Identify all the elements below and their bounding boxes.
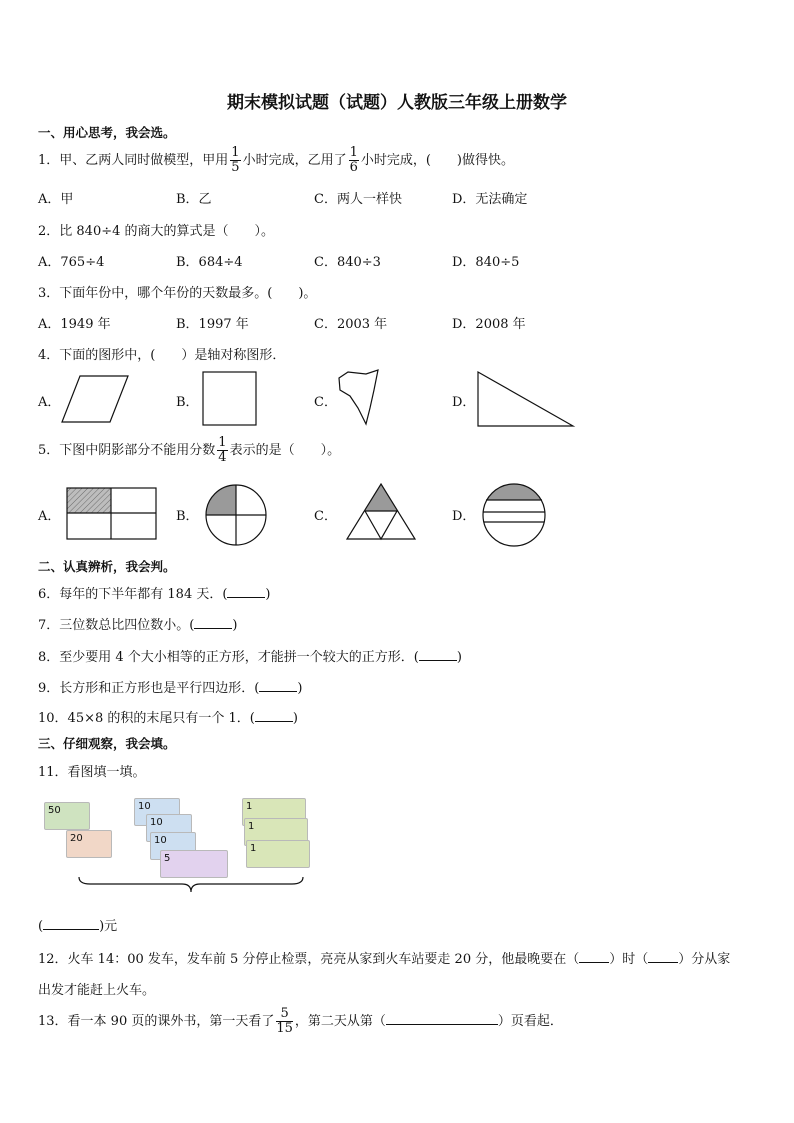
q13-fraction: $\frac{5}{15}$ — [276, 1006, 293, 1036]
q3-option-a[interactable]: A．1949 年 — [38, 317, 111, 332]
question-11: 11．看图填一填。 — [38, 765, 146, 780]
grouping-brace — [78, 876, 304, 896]
question-8: 8．至少要用 4 个大小相等的正方形，才能拼一个较大的正方形．( ) — [38, 650, 462, 665]
banknote-50: 50 — [44, 802, 90, 830]
q2-option-b[interactable]: B．684÷4 — [176, 255, 243, 270]
q1-pre: 1．甲、乙两人同时做模型，甲用 — [38, 153, 229, 168]
q1-option-b[interactable]: B．乙 — [176, 192, 212, 207]
page-title: 期末模拟试题（试题）人教版三年级上册数学 — [227, 93, 567, 113]
question-9: 9．长方形和正方形也是平行四边形．( ) — [38, 681, 303, 696]
q1-option-c[interactable]: C．两人一样快 — [314, 192, 402, 207]
q11-answer-blank[interactable] — [43, 917, 99, 930]
q7-answer-blank[interactable] — [194, 616, 232, 629]
banknote-1-2: 1 — [244, 818, 308, 846]
q8-answer-blank[interactable] — [419, 648, 457, 661]
q5-triangle-figure[interactable] — [346, 482, 418, 542]
question-2: 2．比 840÷4 的商大的算式是（ ）。 — [38, 224, 275, 239]
q2-option-d[interactable]: D．840÷5 — [452, 255, 520, 270]
banknote-10-3: 10 — [150, 832, 196, 860]
q3-option-b[interactable]: B．1997 年 — [176, 317, 249, 332]
banknote-10-1: 10 — [134, 798, 180, 826]
q5-option-c-label[interactable]: C． — [314, 509, 337, 524]
q1-option-a[interactable]: A．甲 — [38, 192, 74, 207]
q2-option-a[interactable]: A．765÷4 — [38, 255, 105, 270]
question-5 — [38, 436, 340, 465]
question-10: 10．45×8 的积的末尾只有一个 1．( ) — [38, 711, 298, 726]
q4-option-d-label[interactable]: D． — [452, 395, 476, 410]
banknote-5: 5 — [160, 850, 228, 878]
q1-mid: 小时完成，乙用了 — [242, 153, 347, 168]
q3-option-d[interactable]: D．2008 年 — [452, 317, 526, 332]
q13-page-blank[interactable] — [386, 1012, 498, 1025]
banknote-10-2: 10 — [146, 814, 192, 842]
q5-fraction: $\frac{1}{4}$ — [218, 435, 227, 465]
banknote-1-3: 1 — [246, 840, 310, 868]
q6-answer-blank[interactable] — [227, 585, 265, 598]
question-3: 3．下面年份中，哪个年份的天数最多。( )。 — [38, 286, 317, 301]
q4-square-shape[interactable] — [202, 371, 258, 427]
q5-option-a-label[interactable]: A． — [38, 509, 61, 524]
section-heading-3: 三、仔细观察，我会填。 — [38, 736, 176, 751]
question-13: 13．看一本 90 页的课外书，第一天看了 $\frac{5}{15}$ ，第二天从第（ ）页看起． — [38, 1006, 563, 1036]
section-heading-2: 二、认真辨析，我会判。 — [38, 559, 176, 574]
q10-answer-blank[interactable] — [255, 709, 293, 722]
q9-answer-blank[interactable] — [259, 679, 297, 692]
q5-pre: 5．下图中阴影部分不能用分数 — [38, 443, 216, 458]
q2-option-c[interactable]: C．840÷3 — [314, 255, 381, 270]
q4-option-a-label[interactable]: A． — [38, 395, 61, 410]
q5-option-b-label[interactable]: B． — [176, 509, 199, 524]
q4-option-c-label[interactable]: C． — [314, 395, 337, 410]
question-12-cont: 出发才能赶上火车。 — [38, 983, 156, 998]
banknote-1-1: 1 — [242, 798, 306, 826]
banknote-20: 20 — [66, 830, 112, 858]
q4-irregular-shape[interactable] — [336, 368, 386, 428]
section-heading-1: 一、用心思考，我会选。 — [38, 125, 176, 140]
q5-rectangle-figure[interactable] — [66, 487, 158, 541]
question-4: 4．下面的图形中，( ）是轴对称图形． — [38, 348, 286, 363]
q11-answer: ( )元 — [38, 919, 118, 934]
q5-circle-strips-figure[interactable] — [482, 483, 546, 547]
question-1 — [38, 146, 514, 175]
q5-post: 表示的是（ ）。 — [229, 443, 341, 458]
q1-fraction-1: $\frac{1}{5}$ — [231, 145, 240, 175]
q4-option-b-label[interactable]: B． — [176, 395, 199, 410]
q4-triangle-shape[interactable] — [477, 371, 577, 429]
q1-fraction-2: $\frac{1}{6}$ — [349, 145, 358, 175]
q12-minute-blank[interactable] — [648, 950, 678, 963]
q12-hour-blank[interactable] — [579, 950, 609, 963]
q1-option-d[interactable]: D．无法确定 — [452, 192, 528, 207]
question-6: 6．每年的下半年都有 184 天．( ) — [38, 587, 271, 602]
q1-post: 小时完成，( )做得快。 — [360, 153, 515, 168]
question-12: 12．火车 14：00 发车，发车前 5 分停止检票，亮亮从家到火车站要走 20 分，他最晚要在（ ）时（ ）分从家 — [38, 952, 731, 967]
q4-parallelogram-shape[interactable] — [62, 374, 132, 424]
question-7: 7．三位数总比四位数小。( ) — [38, 618, 238, 633]
q5-option-d-label[interactable]: D． — [452, 509, 476, 524]
q3-option-c[interactable]: C．2003 年 — [314, 317, 388, 332]
q5-circle-quarters-figure[interactable] — [205, 484, 267, 546]
